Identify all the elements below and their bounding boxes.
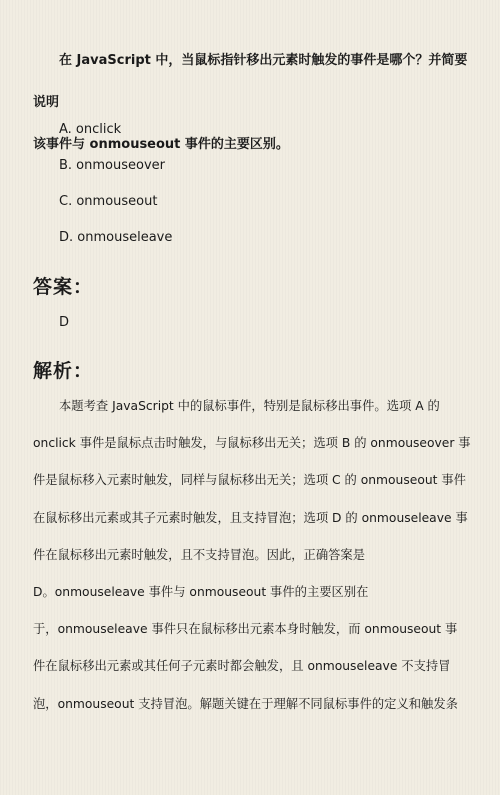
analysis-line: D。onmouseleave 事件与 onmouseout 事件的主要区别在 <box>33 585 369 600</box>
option-b: B. onmouseover <box>59 158 165 173</box>
options-list <box>59 112 172 256</box>
option-c: C. onmouseout <box>59 194 158 209</box>
option-d: D. onmouseleave <box>59 230 173 245</box>
analysis-line: 于，onmouseleave 事件只在鼠标移出元素本身时触发，而 onmouseout 事 <box>33 622 458 637</box>
question-line-1: 在 JavaScript 中，当鼠标指针移出元素时触发的事件是哪个？并简要说明 <box>33 53 468 110</box>
answer-value: D <box>59 315 70 330</box>
question-line-2: 该事件与 onmouseout 事件的主要区别。 <box>33 137 289 152</box>
option-a: A. onclick <box>59 122 122 137</box>
analysis-line: onclick 事件是鼠标点击时触发，与鼠标移出无关；选项 B 的 onmouseover 事 <box>33 436 471 451</box>
answer-heading: 答案： <box>33 276 94 298</box>
analysis-line: 件在鼠标移出元素时触发，且不支持冒泡。因此，正确答案是 <box>33 547 366 562</box>
analysis-line: 本题考查 JavaScript 中的鼠标事件，特别是鼠标移出事件。选项 A 的 <box>59 399 440 413</box>
analysis-line: 泡，onmouseout 支持冒泡。解题关键在于理解不同鼠标事件的定义和触发条 <box>33 696 458 711</box>
analysis-heading: 解析： <box>33 360 94 382</box>
analysis-line: 在鼠标移出元素或其子元素时触发，且支持冒泡；选项 D 的 onmouseleave 事 <box>33 510 468 525</box>
analysis-line: 件是鼠标移入元素时触发，同样与鼠标移出无关；选项 C 的 onmouseout 事件 <box>33 473 466 488</box>
analysis-line: 件在鼠标移出元素或其任何子元素时都会触发，且 onmouseleave 不支持冒 <box>33 659 451 674</box>
analysis-text <box>33 388 473 723</box>
